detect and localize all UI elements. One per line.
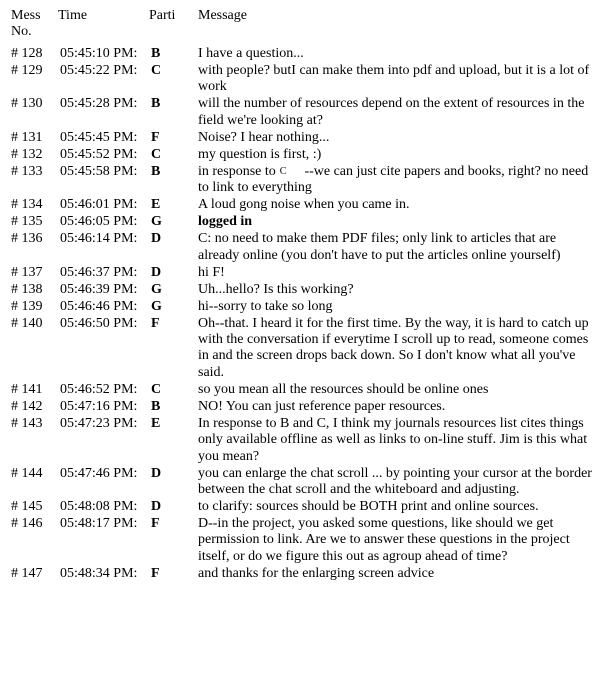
message-time: 05:45:10 PM: — [60, 46, 138, 61]
message-text: C: no need to make them PDF files; only link to articles that are already online (you don't have to put the articles online yourself) — [198, 231, 561, 263]
message-participant: G — [151, 281, 162, 297]
message-number: # 130 — [11, 96, 43, 112]
message-row — [11, 231, 595, 264]
message-participant: F — [151, 315, 160, 331]
message-row — [11, 265, 595, 281]
message-text: NO! You can just reference paper resources. — [198, 398, 446, 414]
message-row — [11, 130, 595, 146]
message-participant: D — [151, 499, 162, 515]
message-time: 05:45:22 PM: — [60, 63, 138, 78]
message-number: # 132 — [11, 146, 43, 162]
message-participant: B — [151, 398, 161, 414]
message-row — [11, 516, 595, 565]
message-text: will the number of resources depend on the extent of resources in the field we're looking at? — [198, 96, 585, 128]
message-participant: G — [151, 214, 162, 230]
message-row — [11, 316, 595, 382]
message-number: # 142 — [11, 398, 43, 414]
message-participant: B — [151, 96, 161, 112]
message-row — [11, 466, 595, 499]
message-text: D--in the project, you asked some questions, like should we get permission to link. Are we to answer these questions in the project itself, or do we figure this out as agroup ahead of time? — [198, 516, 570, 564]
message-participant: F — [151, 516, 160, 532]
chat-log — [11, 8, 595, 583]
message-number: # 146 — [11, 516, 43, 532]
message-time: 05:46:01 PM: — [60, 197, 138, 213]
message-time: 05:47:23 PM: — [60, 415, 138, 431]
message-participant: E — [151, 197, 161, 213]
message-time: 05:47:16 PM: — [60, 398, 138, 414]
message-row — [11, 96, 595, 129]
message-row — [11, 46, 595, 62]
message-text: hi F! — [198, 264, 225, 280]
message-participant: F — [151, 565, 160, 581]
message-time: 05:47:46 PM: — [60, 465, 138, 481]
header-participant: Parti — [149, 8, 176, 23]
message-row — [11, 399, 595, 415]
message-list — [11, 46, 595, 582]
message-text-part: in response to — [198, 163, 276, 179]
header-time: Time — [58, 8, 88, 23]
message-time: 05:48:34 PM: — [60, 565, 138, 581]
header-row — [11, 8, 595, 40]
message-text: Uh...hello? Is this working? — [198, 281, 354, 297]
message-time: 05:46:37 PM: — [60, 264, 138, 280]
message-number: # 145 — [11, 499, 43, 515]
message-row — [11, 164, 595, 197]
participant-tag: C — [279, 165, 287, 177]
message-participant: C — [151, 63, 162, 78]
message-time: 05:45:52 PM: — [60, 146, 138, 162]
message-participant: E — [151, 415, 161, 431]
message-row — [11, 214, 595, 230]
message-row — [11, 299, 595, 315]
message-time: 05:48:17 PM: — [60, 516, 138, 532]
message-row — [11, 499, 595, 515]
message-text: hi--sorry to take so long — [198, 298, 333, 314]
message-text-part: --we can just cite papers and books, right? no need to link to everything — [198, 163, 589, 196]
message-participant: C — [151, 381, 162, 397]
message-participant: F — [151, 129, 160, 145]
message-text: with people? butI can make them into pdf and upload, but it is a lot of work — [198, 63, 590, 95]
message-text: and thanks for the enlarging screen advice — [198, 565, 435, 581]
message-time: 05:46:05 PM: — [60, 214, 138, 230]
message-number: # 147 — [11, 565, 43, 581]
message-text: you can enlarge the chat scroll ... by pointing your cursor at the border between the chat scroll and the whiteboard and adjusting. — [198, 465, 592, 498]
message-number: # 136 — [11, 231, 43, 247]
message-participant: D — [151, 264, 162, 280]
message-number: # 140 — [11, 315, 43, 331]
message-participant: D — [151, 231, 162, 247]
message-row — [11, 63, 595, 96]
message-time: 05:46:14 PM: — [60, 231, 138, 247]
message-text: logged in — [198, 214, 253, 230]
message-time: 05:46:50 PM: — [60, 315, 138, 331]
message-text: A loud gong noise when you came in. — [198, 197, 410, 213]
message-text: to clarify: sources should be BOTH print and online sources. — [198, 499, 539, 515]
message-number: # 134 — [11, 197, 43, 213]
message-time: 05:45:58 PM: — [60, 163, 138, 179]
message-number: # 129 — [11, 63, 43, 78]
message-text: Oh--that. I heard it for the first time. By the way, it is hard to catch up with the conversation if everytime I scroll up to read, someone comes in and the screen drops back down. So I don't know what all you've said. — [198, 315, 589, 380]
message-row — [11, 147, 595, 163]
message-number: # 133 — [11, 163, 43, 179]
message-participant: G — [151, 298, 162, 314]
message-number: # 128 — [11, 46, 43, 61]
message-text: so you mean all the resources should be online ones — [198, 381, 489, 397]
message-time: 05:46:46 PM: — [60, 298, 138, 314]
message-number: # 135 — [11, 214, 43, 230]
message-number: # 143 — [11, 415, 43, 431]
message-number: # 141 — [11, 381, 43, 397]
message-number: # 131 — [11, 129, 43, 145]
message-number: # 144 — [11, 465, 43, 481]
message-participant: B — [151, 46, 161, 61]
message-time: 05:46:52 PM: — [60, 381, 138, 397]
message-row — [11, 416, 595, 465]
message-row — [11, 282, 595, 298]
message-participant: C — [151, 146, 162, 162]
message-text: In response to B and C, I think my journals resources list cites things only available offline as well as links to on-line stuff. Jim is this what you mean? — [198, 415, 588, 464]
message-text — [198, 164, 593, 197]
message-number: # 138 — [11, 281, 43, 297]
message-time: 05:45:45 PM: — [60, 129, 138, 145]
header-number: Mess No. — [11, 8, 41, 39]
message-row — [11, 197, 595, 213]
message-number: # 139 — [11, 298, 43, 314]
message-text: I have a question... — [198, 46, 304, 61]
message-time: 05:46:39 PM: — [60, 281, 138, 297]
message-time: 05:45:28 PM: — [60, 96, 138, 112]
header-message: Message — [198, 8, 247, 23]
message-text: Noise? I hear nothing... — [198, 129, 330, 145]
message-text: my question is first, :) — [198, 146, 322, 162]
message-time: 05:48:08 PM: — [60, 499, 138, 515]
message-row — [11, 382, 595, 398]
message-participant: B — [151, 163, 161, 179]
message-number: # 137 — [11, 264, 43, 280]
message-participant: D — [151, 465, 162, 481]
message-row — [11, 566, 595, 582]
